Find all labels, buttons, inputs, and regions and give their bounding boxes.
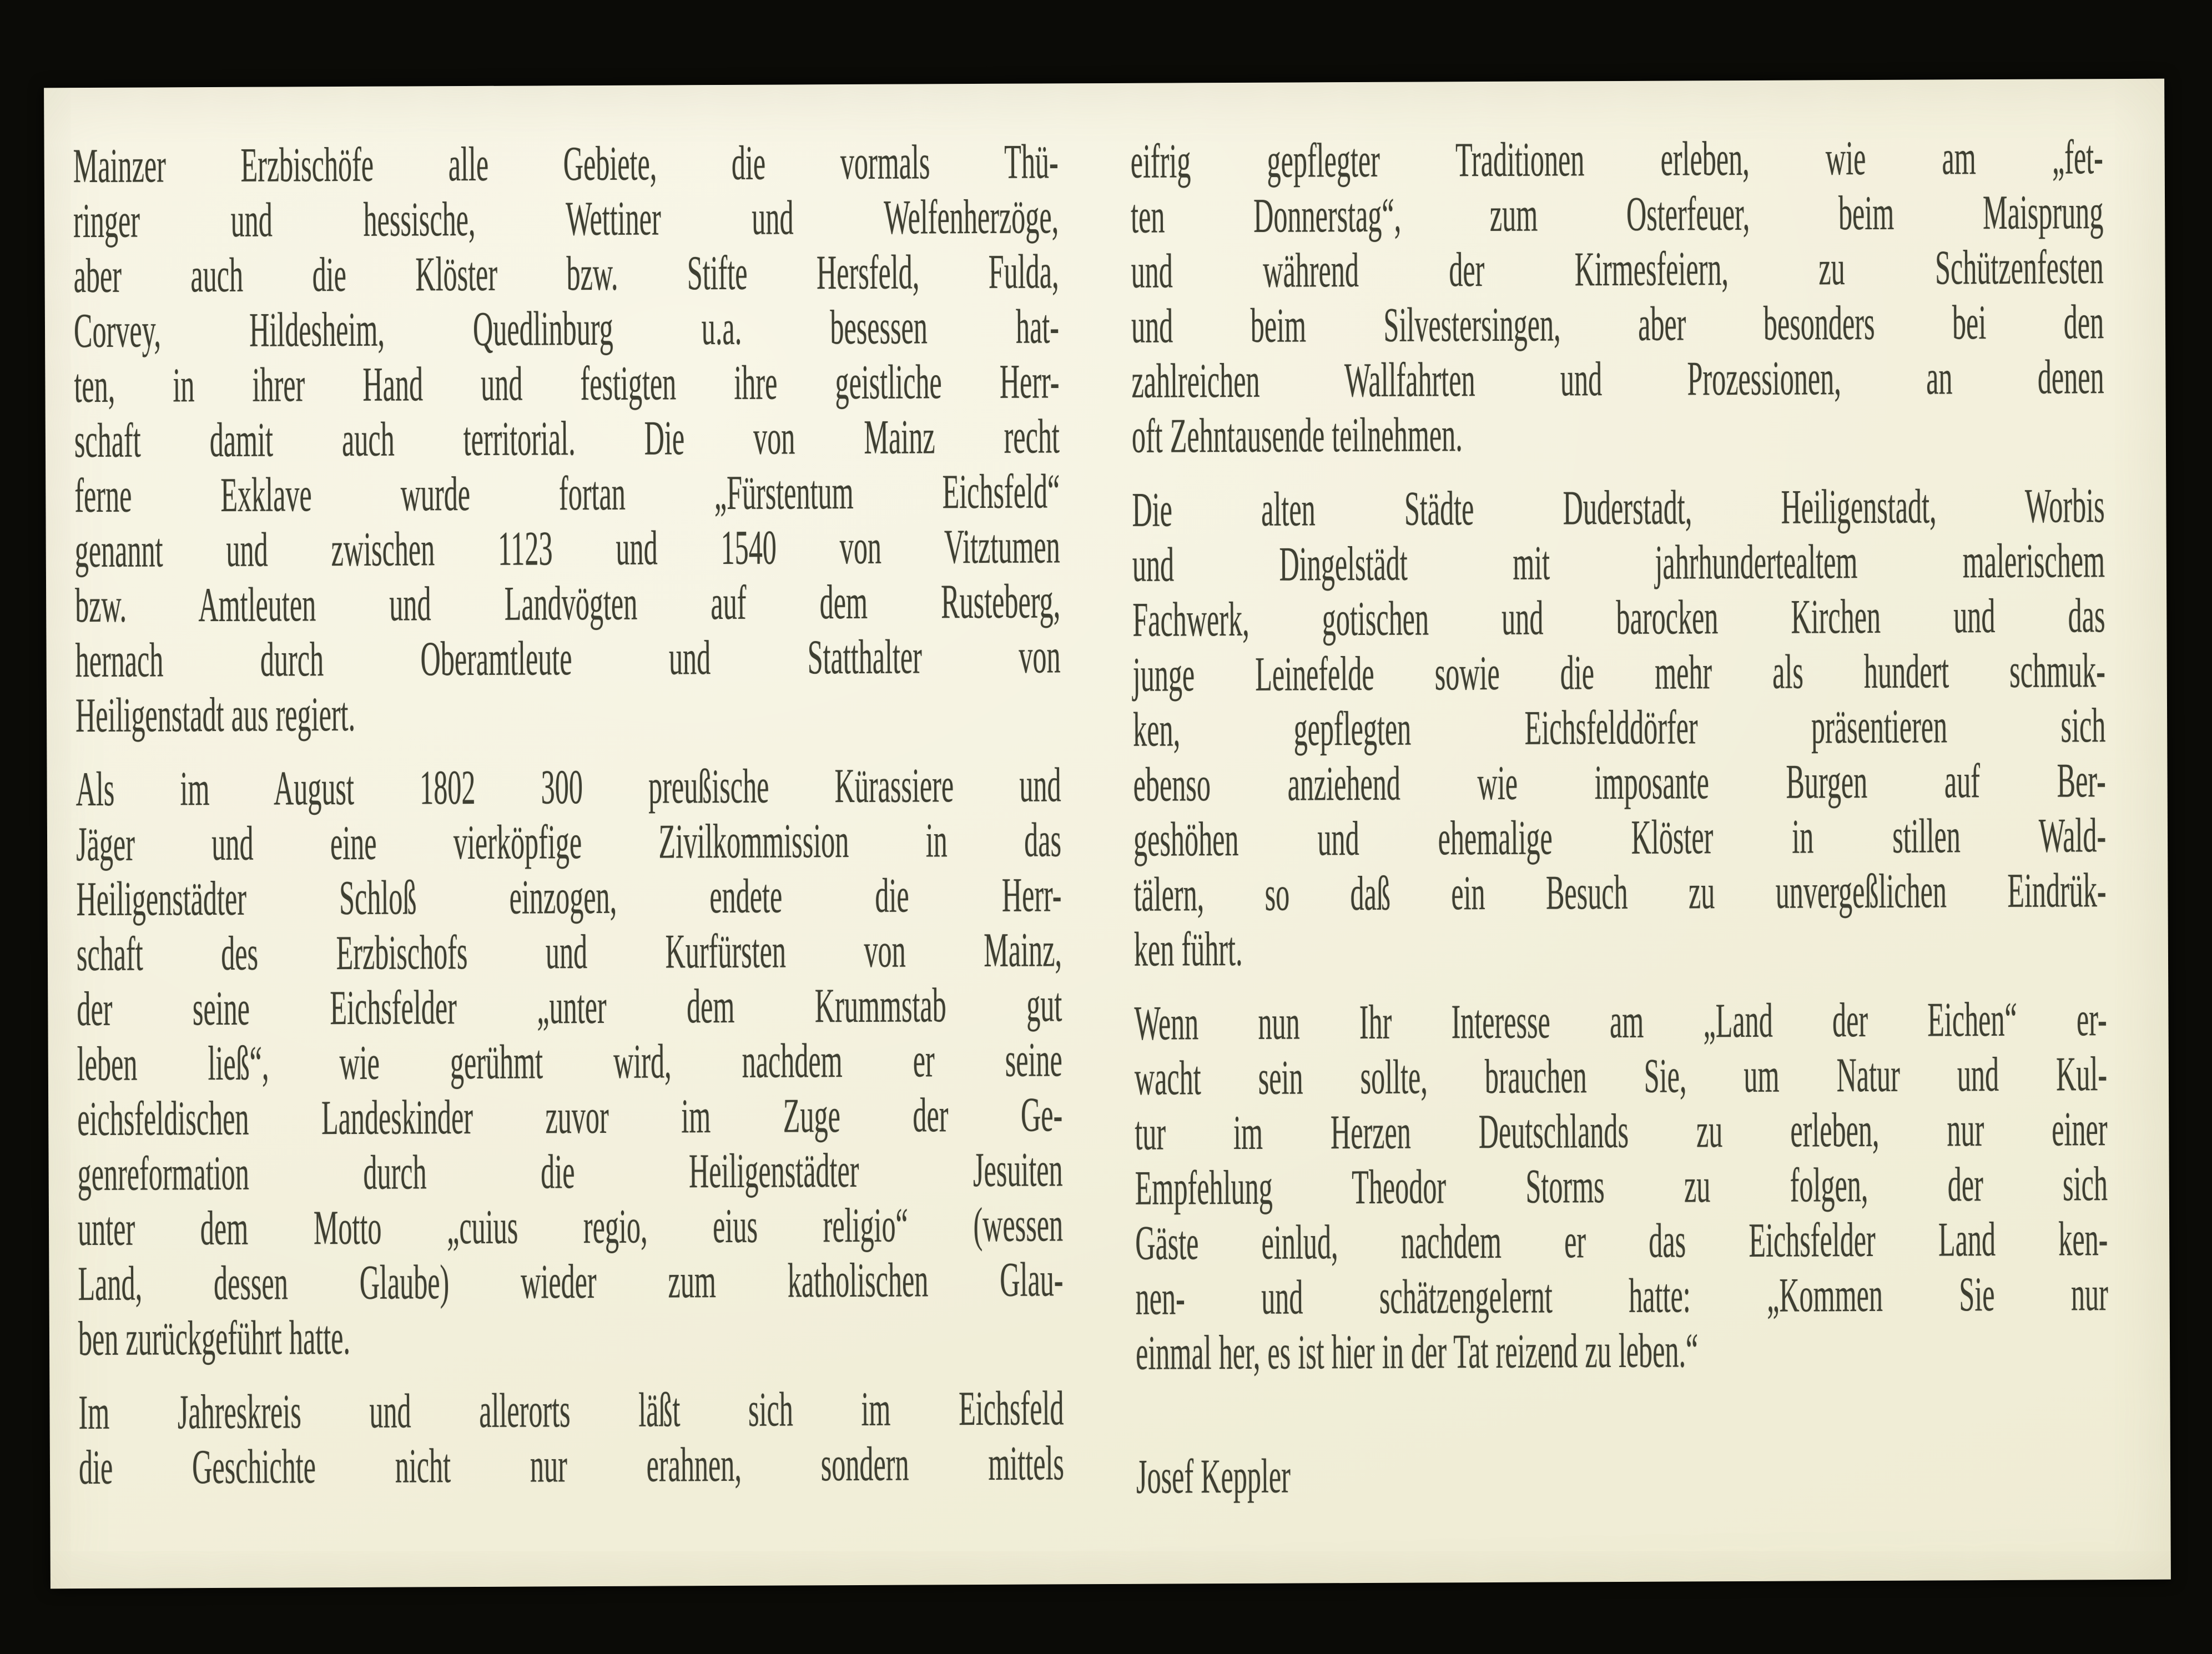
paragraph: [1134, 992, 2108, 1381]
text-line: ken, gepflegten Eichsfelddörfer präsentieren sich: [1132, 699, 2106, 757]
text-line: ringer und hessische, Wettiner und Welfenherzöge,: [73, 190, 1059, 249]
text-line: Jäger und eine vierköpfige Zivilkommission in das: [75, 813, 1062, 872]
text-column-left-content: [73, 134, 1065, 1495]
text-line: Im Jahreskreis und allerorts läßt sich im Eichsfeld: [78, 1381, 1064, 1440]
text-line: ferne Exklave wurde fortan „Fürstentum Eichsfeld“: [74, 465, 1060, 523]
text-line: genannt und zwischen 1123 und 1540 von Vitztumen: [74, 520, 1060, 578]
text-line: wacht sein sollte, brauchen Sie, um Natur und Kul-: [1134, 1047, 2108, 1106]
text-line: oft Zehntausende teilnehmen.: [1131, 408, 1463, 463]
text-line: Empfehlung Theodor Storms zu folgen, der sich: [1135, 1157, 2108, 1216]
text-line: aber auch die Klöster bzw. Stifte Hersfeld, Fulda,: [73, 245, 1059, 304]
text-line: junge Leinefelde sowie die mehr als hundert schmuk-: [1132, 644, 2106, 702]
text-line: Mainzer Erzbischöfe alle Gebiete, die vormals Thü-: [73, 135, 1059, 194]
text-line: unter dem Motto „cuius regio, eius religio“ (wessen: [77, 1198, 1064, 1257]
text-line: geshöhen und ehemalige Klöster in stillen Wald-: [1133, 809, 2107, 867]
text-line: Fachwerk, gotischen und barocken Kirchen und das: [1132, 589, 2105, 647]
text-line: ten, in ihrer Hand und festigten ihre geistliche Herr-: [74, 355, 1060, 414]
text-line: Als im August 1802 300 preußische Kürassiere und: [75, 758, 1061, 817]
text-line: leben ließ“, wie gerühmt wird, nachdem er seine: [77, 1033, 1062, 1092]
text-line: Die alten Städte Duderstadt, Heiligenstadt, Worbis: [1132, 479, 2105, 537]
text-line: und beim Silvestersingen, aber besonders bei den: [1131, 295, 2104, 354]
text-line: schaft damit auch territorial. Die von Mainz recht: [74, 410, 1060, 468]
text-line: und Dingelstädt mit jahrhundertealtem malerischem: [1132, 534, 2105, 592]
text-column-right: [1131, 130, 2109, 1505]
text-line: schaft des Erzbischofs und Kurfürsten von Mainz,: [76, 923, 1062, 982]
text-line: ten Donnerstag“, zum Osterfeuer, beim Maisprung: [1130, 185, 2104, 244]
text-line: ben zurückgeführt hatte.: [78, 1310, 351, 1366]
text-line: Gäste einlud, nachdem er das Eichsfelder Land ken-: [1135, 1212, 2108, 1270]
text-line: der seine Eichsfelder „unter dem Krummstab gut: [77, 978, 1062, 1037]
text-line: Heiligenstadt aus regiert.: [75, 687, 356, 743]
text-line: tälern, so daß ein Besuch zu unvergeßlichen Eindrük-: [1133, 864, 2107, 922]
text-line: Heiligenstädter Schloß einzogen, endete die Herr-: [76, 868, 1062, 927]
scanned-page: [44, 79, 2171, 1589]
text-line: ken führt.: [1133, 922, 1243, 977]
text-line: und während der Kirmesfeiern, zu Schützenfesten: [1131, 240, 2104, 299]
text-line: zahlreichen Wallfahrten und Prozessionen, an denen: [1131, 350, 2104, 409]
text-line: Wenn nun Ihr Interesse am „Land der Eichen“ er-: [1134, 992, 2107, 1051]
paragraph: [1132, 478, 2107, 977]
text-line: einmal her, es ist hier in der Tat reizend zu leben.“: [1135, 1324, 1699, 1380]
text-line: tur im Herzen Deutschlands zu erleben, nur einer: [1135, 1102, 2108, 1161]
text-line: Land, dessen Glaube) wieder zum katholischen Glau-: [78, 1253, 1064, 1312]
author-signature: Josef Keppler: [1136, 1449, 1291, 1504]
text-line: eichsfeldischen Landeskinder zuvor im Zuge der Ge-: [77, 1088, 1063, 1147]
paragraph: [1131, 130, 2105, 464]
text-column-right-content: [1131, 130, 2109, 1505]
text-line: genreformation durch die Heiligenstädter Jesuiten: [77, 1143, 1063, 1202]
paragraph: [75, 758, 1064, 1366]
text-line: Corvey, Hildesheim, Quedlinburg u.a. besessen hat-: [73, 300, 1060, 359]
text-line: eifrig gepflegter Traditionen erleben, wie am „fet-: [1130, 130, 2104, 189]
text-line: die Geschichte nicht nur erahnen, sondern mittels: [78, 1436, 1065, 1495]
text-line: bzw. Amtleuten und Landvögten auf dem Rusteberg,: [74, 574, 1061, 633]
text-line: hernach durch Oberamtleute und Statthalter von: [75, 629, 1061, 688]
paragraph: [78, 1381, 1064, 1495]
text-column-left: [73, 134, 1065, 1495]
text-line: ebenso anziehend wie imposante Burgen auf Ber-: [1133, 754, 2106, 812]
paragraph: [73, 134, 1061, 743]
text-line: nen- und schätzengelernt hatte: „Kommen Sie nur: [1135, 1267, 2109, 1325]
